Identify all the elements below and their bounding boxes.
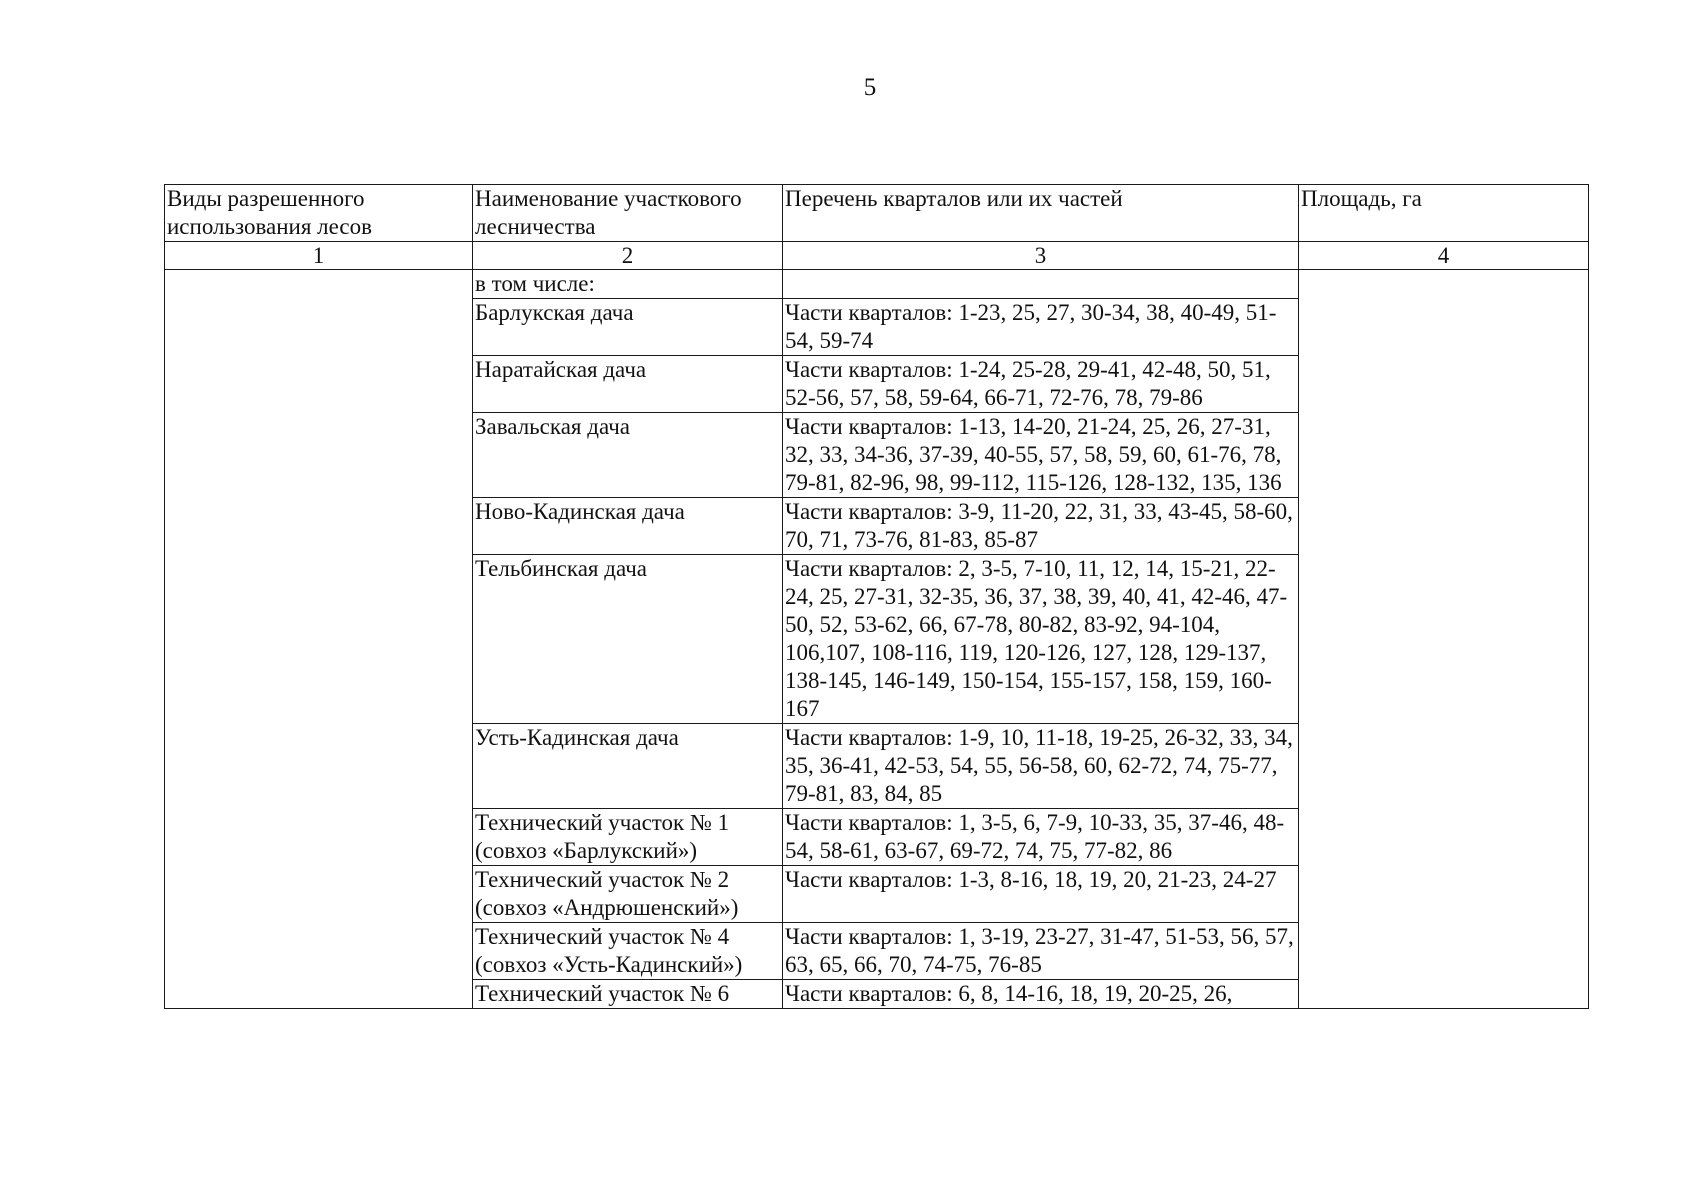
- column-number-1: 1: [165, 242, 473, 270]
- forestry-name: Барлукская дача: [473, 299, 783, 356]
- header-forestry-name: Наименование участкового лесничества: [473, 185, 783, 242]
- header-quarters-list: Перечень кварталов или их частей: [783, 185, 1299, 242]
- area-cell: [1299, 270, 1589, 1009]
- quarters-list: Части кварталов: 1-24, 25-28, 29-41, 42-48, 50, 51, 52-56, 57, 58, 59-64, 66-71, 72-76, 78, 79-86: [783, 356, 1299, 413]
- forestry-name: Тельбинская дача: [473, 555, 783, 724]
- forestry-name: Технический участок № 4 (совхоз «Усть-Кадинский»): [473, 923, 783, 980]
- forestry-name: Наратайская дача: [473, 356, 783, 413]
- forestry-name: Усть-Кадинская дача: [473, 724, 783, 809]
- column-number-4: 4: [1299, 242, 1589, 270]
- column-number-2: 2: [473, 242, 783, 270]
- quarters-list: Части кварталов: 2, 3-5, 7-10, 11, 12, 14, 15-21, 22-24, 25, 27-31, 32-35, 36, 37, 38, 39, 40, 41, 42-46, 47-50, 52, 53-62, 66, 67-78, 80-82, 83-92, 94-104, 106,107, 108-116, 119, 120-126, 127, 128, 129-137, 138-145, 146-149, 150-154, 155-157, 158, 159, 160-167: [783, 555, 1299, 724]
- quarters-list: Части кварталов: 1-3, 8-16, 18, 19, 20, 21-23, 24-27: [783, 866, 1299, 923]
- quarters-list: Части кварталов: 1, 3-19, 23-27, 31-47, 51-53, 56, 57, 63, 65, 66, 70, 74-75, 76-85: [783, 923, 1299, 980]
- header-usage-types: Виды разрешенного использования лесов: [165, 185, 473, 242]
- forestry-name: Завальская дача: [473, 413, 783, 498]
- column-number-row: [165, 242, 1589, 270]
- column-number-3: 3: [783, 242, 1299, 270]
- quarters-list: Части кварталов: 6, 8, 14-16, 18, 19, 20-25, 26,: [783, 980, 1299, 1009]
- quarters-list: Части кварталов: 1, 3-5, 6, 7-9, 10-33, 35, 37-46, 48-54, 58-61, 63-67, 69-72, 74, 75, 77-82, 86: [783, 809, 1299, 866]
- subheader-empty-cell: [783, 270, 1299, 299]
- quarters-list: Части кварталов: 3-9, 11-20, 22, 31, 33, 43-45, 58-60, 70, 71, 73-76, 81-83, 85-87: [783, 498, 1299, 555]
- usage-type-cell: [165, 270, 473, 1009]
- forestry-name: Технический участок № 1 (совхоз «Барлукский»): [473, 809, 783, 866]
- page-number: 5: [863, 74, 877, 101]
- forestry-name: Технический участок № 6: [473, 980, 783, 1009]
- quarters-list: Части кварталов: 1-13, 14-20, 21-24, 25, 26, 27-31, 32, 33, 34-36, 37-39, 40-55, 57, 58, 59, 60, 61-76, 78, 79-81, 82-96, 98, 99-112, 115-126, 128-132, 135, 136: [783, 413, 1299, 498]
- header-row: [165, 185, 1589, 242]
- subheader-label: в том числе:: [473, 270, 783, 299]
- subheader-row: [165, 270, 1589, 299]
- quarters-list: Части кварталов: 1-9, 10, 11-18, 19-25, 26-32, 33, 34, 35, 36-41, 42-53, 54, 55, 56-58, 60, 62-72, 74, 75-77, 79-81, 83, 84, 85: [783, 724, 1299, 809]
- quarters-list: Части кварталов: 1-23, 25, 27, 30-34, 38, 40-49, 51-54, 59-74: [783, 299, 1299, 356]
- forest-use-table: [164, 184, 1589, 1009]
- header-area: Площадь, га: [1299, 185, 1589, 242]
- forestry-name: Технический участок № 2 (совхоз «Андрюшенский»): [473, 866, 783, 923]
- forestry-name: Ново-Кадинская дача: [473, 498, 783, 555]
